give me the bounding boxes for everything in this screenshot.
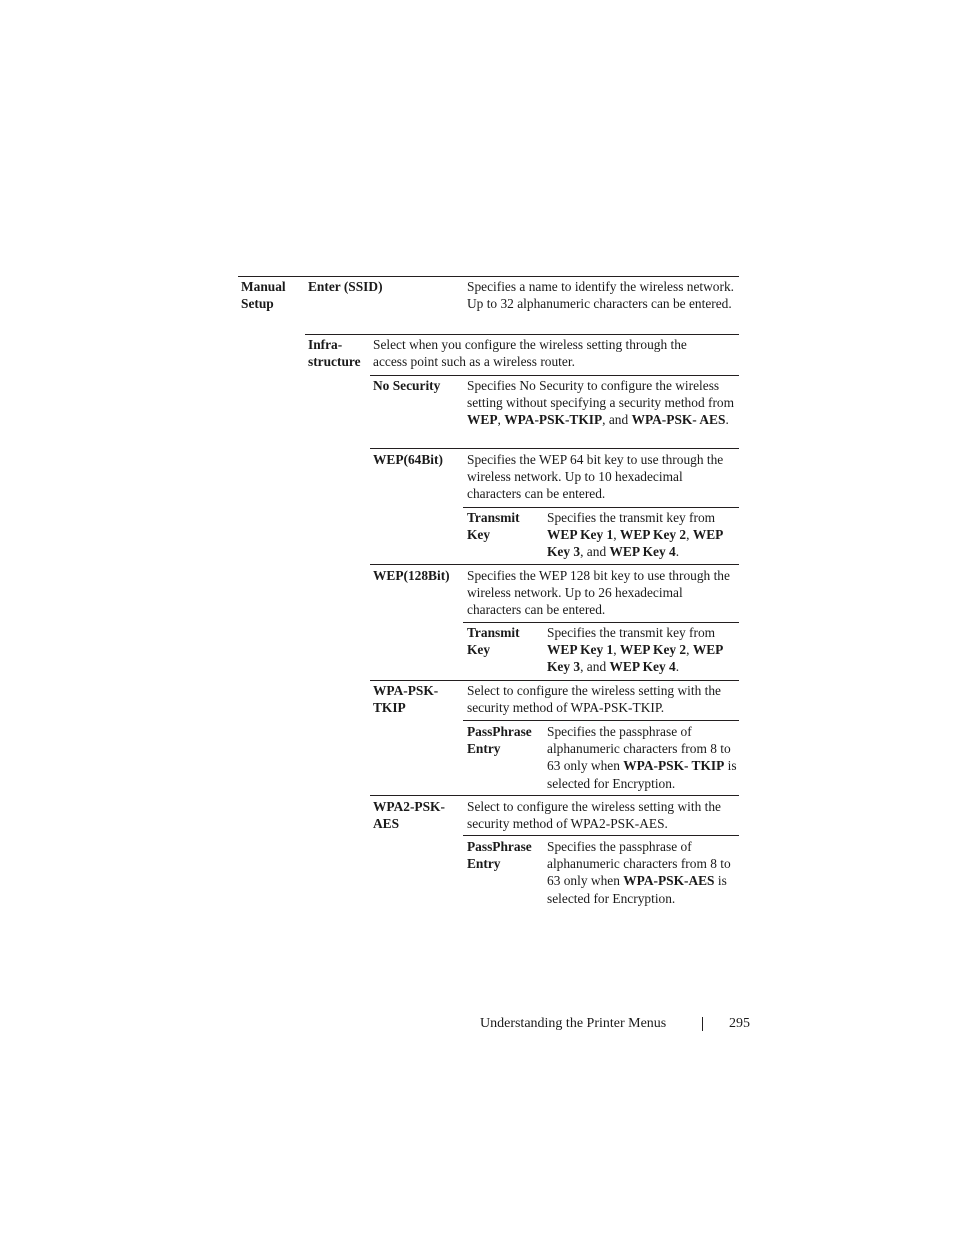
aes-passphrase-description: Specifies the passphrase of alphanumeric characters from 8 to 63 only when WPA-PSK-AES is selected for Encryption.	[547, 839, 731, 906]
wpa2-psk-aes-label: WPA2-PSK- AES	[373, 799, 445, 832]
enter-ssid-label: Enter (SSID)	[308, 279, 383, 294]
tkip-passphrase-description: Specifies the passphrase of alphanumeric characters from 8 to 63 only when WPA-PSK- TKIP is selected for Encryption.	[547, 724, 737, 791]
wep128-transmit-key-label: Transmit Key	[467, 625, 520, 658]
rule-wpa2-psk-aes	[370, 795, 739, 796]
wep128-description: Specifies the WEP 128 bit key to use through the wireless network. Up to 26 hexadecimal characters can be entered.	[467, 568, 730, 618]
rule-wep64-transmit-key	[463, 507, 739, 508]
rule-tkip-passphrase	[463, 720, 739, 721]
wep64-label: WEP(64Bit)	[373, 452, 443, 467]
wep64-description: Specifies the WEP 64 bit key to use through the wireless network. Up to 10 hexadecimal characters can be entered.	[467, 452, 724, 502]
rule-wep64	[370, 448, 739, 449]
rule-wep128	[370, 564, 739, 565]
no-security-label: No Security	[373, 378, 441, 393]
footer-separator	[702, 1017, 703, 1031]
infrastructure-label: Infra- structure	[308, 337, 361, 370]
rule-aes-passphrase	[463, 835, 739, 836]
page-number: 295	[729, 1016, 750, 1031]
rule-infrastructure	[305, 334, 739, 335]
wpa2-psk-aes-description: Select to configure the wireless setting with the security method of WPA2-PSK-AES.	[467, 799, 721, 832]
wpa-psk-tkip-label: WPA-PSK- TKIP	[373, 683, 439, 716]
rule-wpa-psk-tkip	[370, 680, 739, 681]
infrastructure-description: Select when you configure the wireless setting through the access point such as a wireless router.	[373, 337, 687, 370]
rule-no-security	[370, 375, 739, 376]
tkip-passphrase-label: PassPhrase Entry	[467, 724, 532, 757]
wep64-transmit-key-label: Transmit Key	[467, 510, 520, 543]
manual-setup-label: Manual Setup	[241, 279, 286, 312]
rule-wep128-transmit-key	[463, 622, 739, 623]
table-top-rule	[238, 276, 739, 277]
wpa-psk-tkip-description: Select to configure the wireless setting with the security method of WPA-PSK-TKIP.	[467, 683, 721, 716]
wep128-label: WEP(128Bit)	[373, 568, 450, 583]
aes-passphrase-label: PassPhrase Entry	[467, 839, 532, 872]
wep64-transmit-key-description: Specifies the transmit key from WEP Key 1, WEP Key 2, WEP Key 3, and WEP Key 4.	[547, 510, 723, 560]
footer-section-title: Understanding the Printer Menus	[480, 1016, 667, 1031]
wep128-transmit-key-description: Specifies the transmit key from WEP Key 1, WEP Key 2, WEP Key 3, and WEP Key 4.	[547, 625, 723, 675]
no-security-description: Specifies No Security to configure the wireless setting without specifying a security method from WEP, WPA-PSK-TKIP, and WPA-PSK- AES.	[467, 378, 735, 428]
enter-ssid-description: Specifies a name to identify the wireless network. Up to 32 alphanumeric characters can be entered.	[467, 279, 734, 312]
